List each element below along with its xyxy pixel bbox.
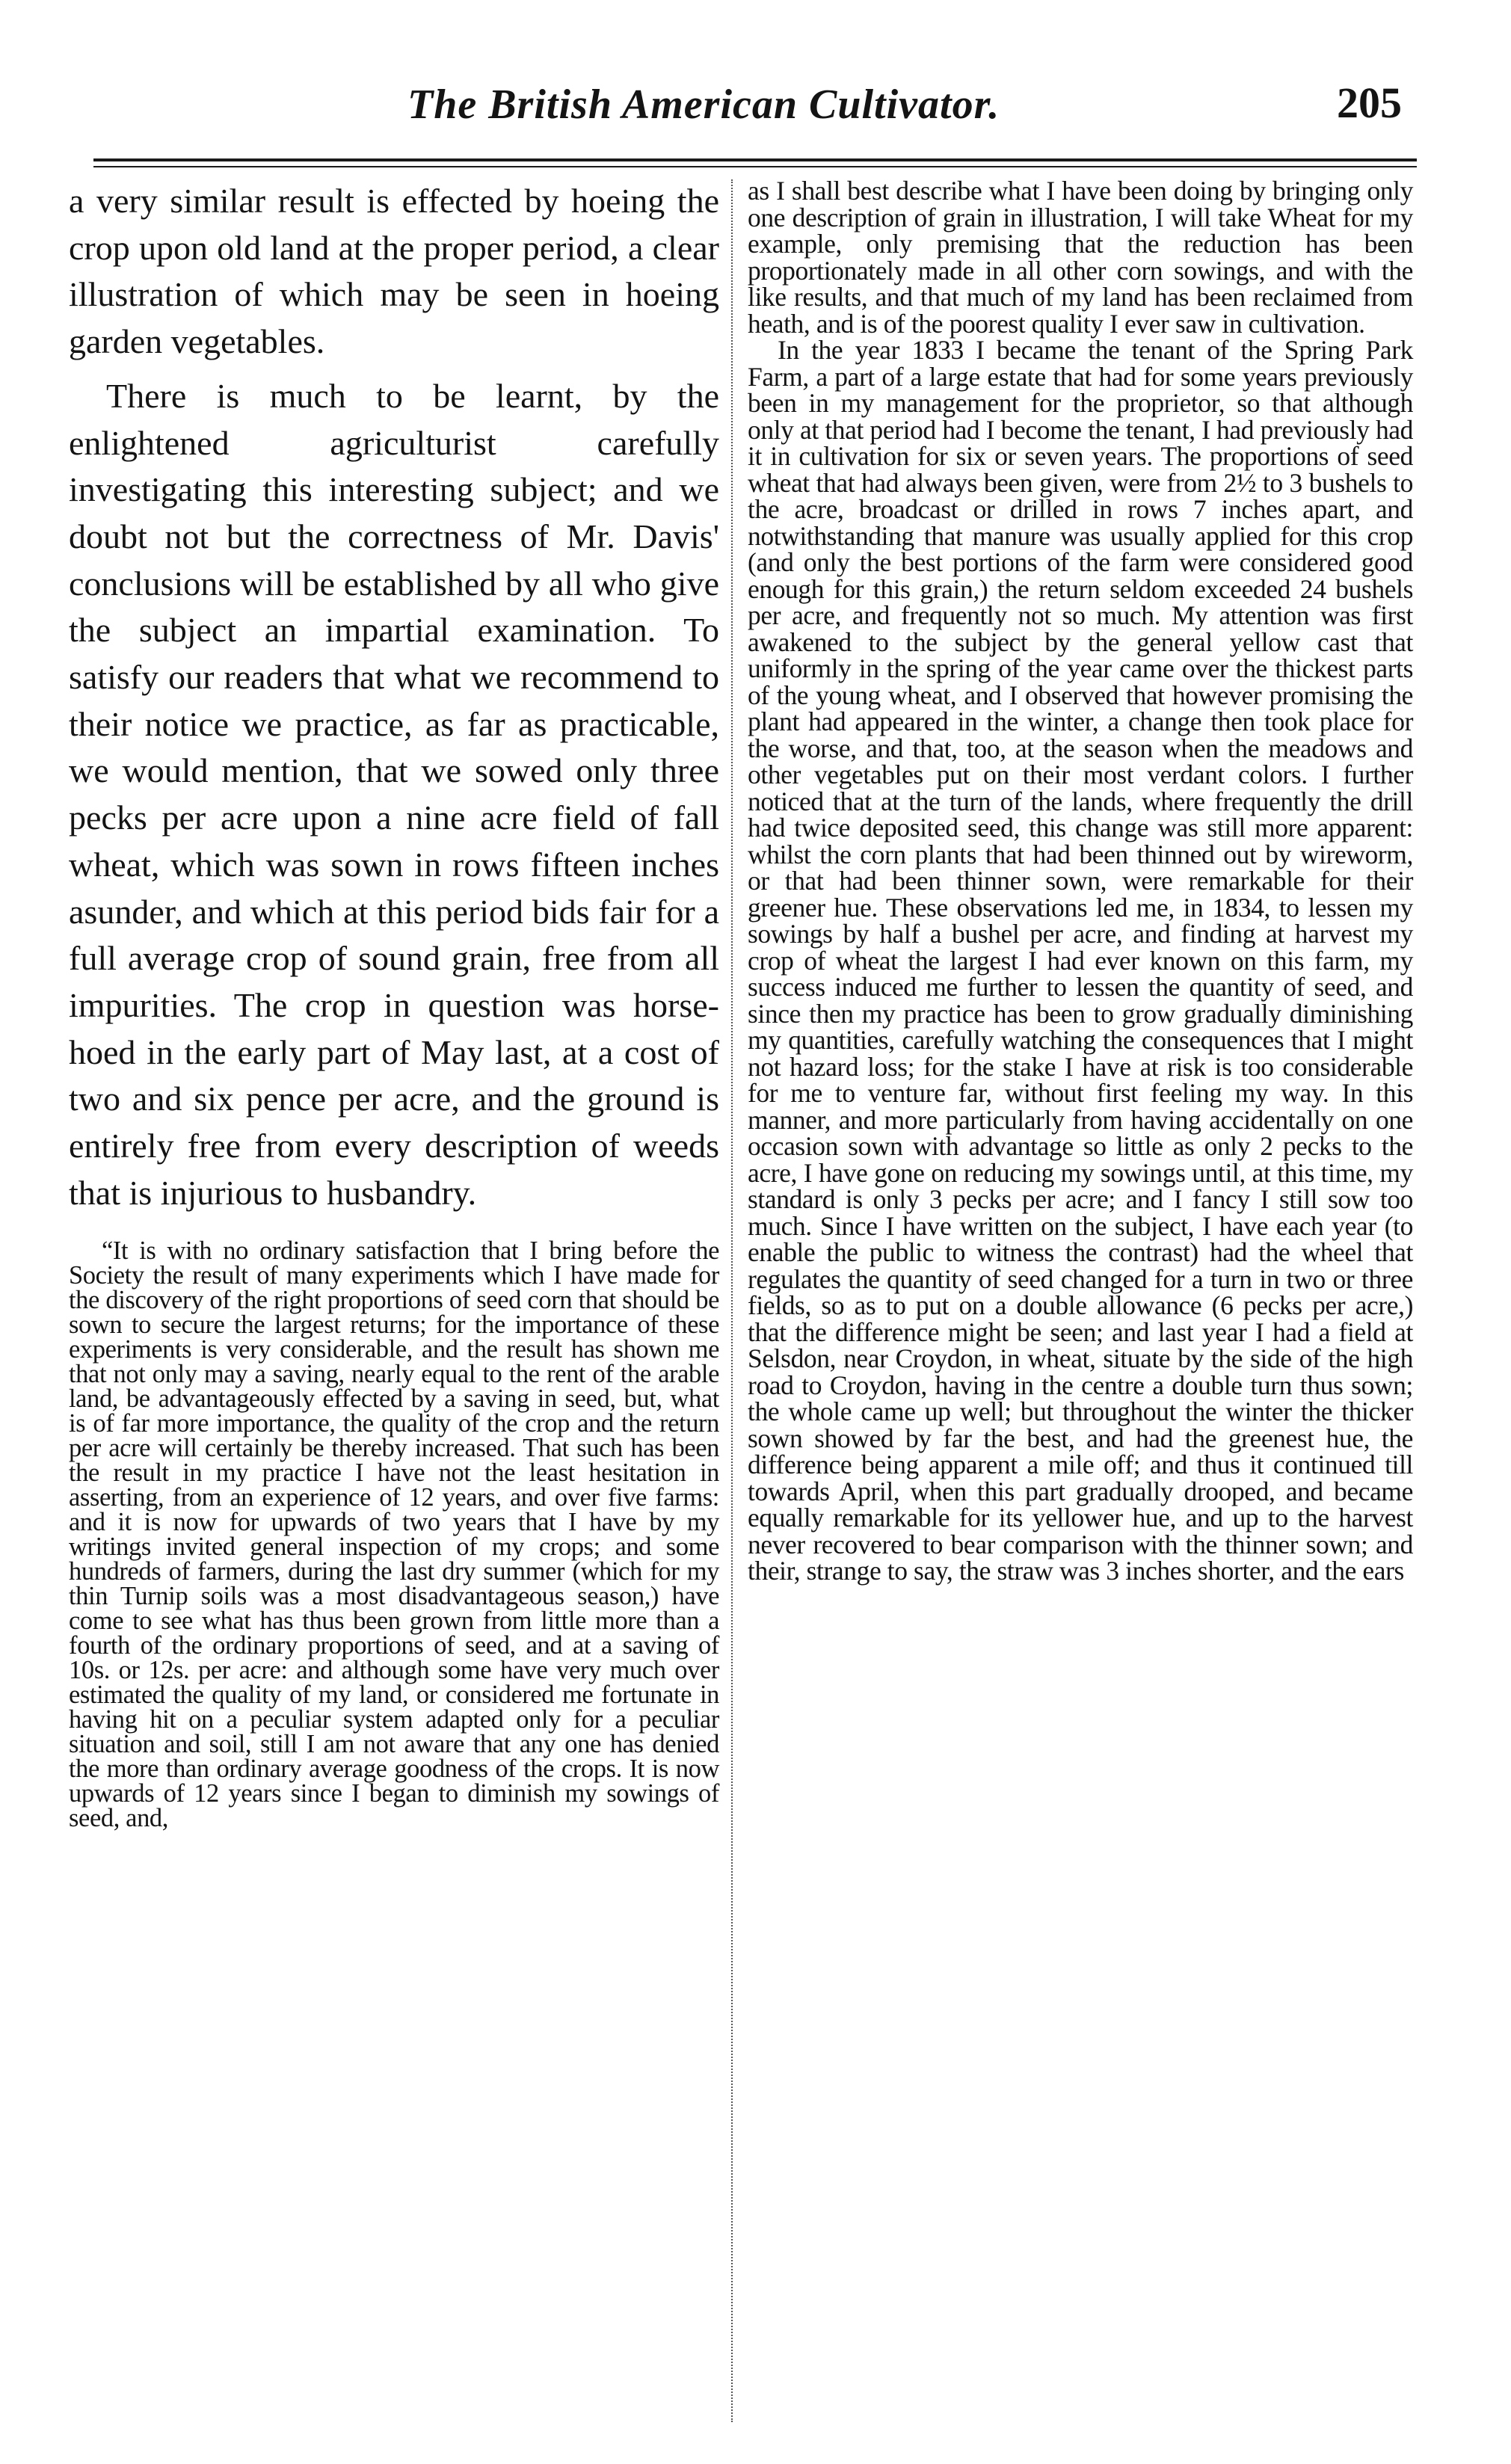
page-header: [93, 78, 1417, 138]
running-title: The British American Cultivator.: [407, 81, 1000, 128]
paragraph: There is much to be learnt, by the enlightened agriculturist carefully investigating this interesting subject; and we doubt not but the correctness of Mr. Davis' conclusions will be established by all who give the subject an impartial examination. To satisfy our readers that what we recommend to their notice we practice, as far as practicable, we would mention, that we sowed only three pecks per acre upon a nine acre field of fall wheat, which was sown in rows fifteen inches asunder, and which at this period bids fair for a full average crop of sound grain, free from all impurities. The crop in question was horse-hoed in the early part of May last, at a cost of two and six pence per acre, and the ground is entirely free from every description of weeds that is injurious to husbandry.: [69, 376, 719, 1212]
page-number: 205: [1337, 78, 1402, 127]
header-rule-thin: [93, 166, 1417, 167]
column-divider: [731, 179, 733, 2422]
left-column: [69, 178, 719, 1831]
paragraph: In the year 1833 I became the tenant of the Spring Park Farm, a part of a large estate that had for some years previously been in my management for the proprietor, so that although only at that period had I become the tenant, I had previously had it in cultivation for six or seven years. The proportions of seed wheat that had always been given, were from 2½ to 3 bushels to the acre, broadcast or drilled in rows 7 inches apart, and notwithstanding that manure was usually applied for this crop (and only the best portions of the farm were considered good enough for this grain,) the return seldom exceeded 24 bushels per acre, and frequently not so much. My attention was first awakened to the subject by the general yellow cast that uniformly in the spring of the year came over the thickest parts of the young wheat, and I observed that however promising the plant had appeared in the winter, a change then took place for the worse, and that, too, at the season when the meadows and other vegetables put on their most verdant colors. I further noticed that at the turn of the lands, where frequently the drill had twice deposited seed, this change was still more apparent: whilst the corn plants that had been thinned out by wireworm, or that had been thinner sown, were remarkable for their greener hue. These observations led me, in 1834, to lessen my sowings by half a bushel per acre, and finding at harvest my crop of wheat the largest I had ever known on this farm, my success induced me further to lessen the quantity of seed, and since then my practice has been to grow gradually diminishing my quantities, carefully watching the consequences that I might not hazard loss; for the stake I have at risk is too considerable for me to venture far, without first feeling my way. In this manner, and more particularly from having accidentally on one occasion sown with advantage so little as only 2 pecks to the acre, I have gone on reducing my sowings until, at this time, my standard is only 3 pecks per acre; and I fancy I still sow too much. Since I have written on the subject, I have each year (to enable the public to witness the contrast) had the wheel that regulates the quantity of seed changed for a turn in two or three fields, so as to put on a double allowance (6 pecks per acre,) that the difference might be seen; and last year I had a field at Selsdon, near Croydon, in wheat, situate by the side of the high road to Croydon, having in the centre a double turn thus sown; the whole came up well; but throughout the winter the thicker sown showed by far the best, and had the greenest hue, the difference being apparent a mile off; and thus it continued till towards April, when this part gradually drooped, and became equally remarkable for its yellower hue, and up to the harvest never recovered to bear comparison with the thinner sown; and their, strange to say, the straw was 3 inches shorter, and the ears: [748, 335, 1413, 1586]
header-rule-thick: [93, 158, 1417, 161]
right-column: [748, 178, 1413, 1585]
quoted-paragraph: “It is with no ordinary satisfaction that I bring before the Society the result of many experiments which I have made for the discovery of the right proportions of seed corn that should be sown to secure the largest returns; for the importance of these experiments is very considerable, and the result has shown me that not only may a saving, nearly equal to the rent of the arable land, be advantageously effected by a saving in seed, but, what is of far more importance, the quality of the crop and the return per acre will certainly be thereby increased. That such has been the result in my practice I have not the least hesitation in asserting, from an experience of 12 years, and over five farms: and it is now for upwards of two years that I have by my writings invited general inspection of my crops; and some hundreds of farmers, during the last dry summer (which for my thin Turnip soils was a most disadvantageous season,) have come to see what has thus been grown from little more than a fourth of the ordinary proportions of seed, and at a saving of 10s. or 12s. per acre: and although some have very much over estimated the quality of my land, or considered me fortunate in having hit on a peculiar system adapted only for a peculiar situation and soil, still I am not aware that any one has denied the more than ordinary average goodness of the crops. It is now upwards of 12 years since I began to diminish my sowings of seed, and,: [69, 1236, 719, 1833]
paragraph: as I shall best describe what I have been doing by bringing only one description of grain in illustration, I will take Wheat for my example, only premising that the reduction has been proportionately made in all other corn sowings, and with the like results, and that much of my land has been reclaimed from heath, and is of the poorest quality I ever saw in cultivation.: [748, 176, 1413, 339]
paragraph: a very similar result is effected by hoeing the crop upon old land at the proper period, a clear illustration of which may be seen in hoeing garden vegetables.: [69, 182, 719, 361]
